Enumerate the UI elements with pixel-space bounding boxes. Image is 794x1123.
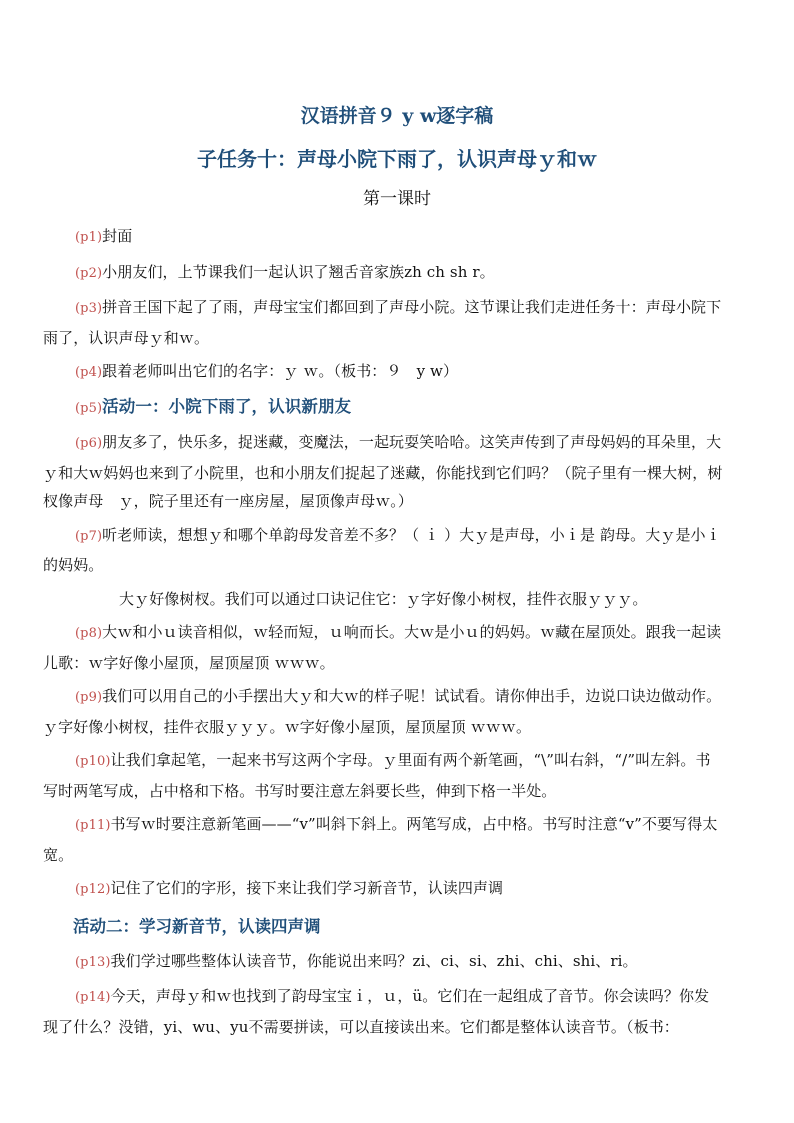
paragraph-p14 bbox=[43, 982, 723, 1041]
paragraph-text: 拼音王国下起了了雨，声母宝宝们都回到了声母小院。这节课让我们走进任务十：声母小院下雨了，认识声母ｙ和ｗ。 bbox=[43, 298, 722, 347]
page-tag: (p9) bbox=[75, 690, 103, 705]
document-body bbox=[43, 222, 723, 1046]
page-tag: (p5) bbox=[75, 400, 103, 416]
paragraph-p8 bbox=[43, 618, 723, 677]
document-subtitle: 子任务十：声母小院下雨了，认识声母ｙ和ｗ bbox=[197, 147, 597, 171]
page-tag: (p2) bbox=[75, 265, 103, 281]
paragraph-text: 听老师读，想想ｙ和哪个单韵母发音差不多？（ ｉ ）大ｙ是声母，小ｉ是 韵母。大ｙ是小ｉ的妈妈。 bbox=[43, 525, 721, 574]
page-tag: (p3) bbox=[75, 301, 103, 316]
paragraph-p11 bbox=[43, 810, 723, 869]
paragraph-p12 bbox=[43, 874, 723, 905]
section-heading-2: 活动二：学习新音节，认读四声调 bbox=[73, 916, 321, 936]
paragraph-text: 记住了它们的字形，接下来让我们学习新音节，认读四声调 bbox=[110, 879, 504, 897]
page-tag: (p10) bbox=[75, 754, 111, 769]
paragraph-text: 小朋友们，上节课我们一起认识了翘舌音家族zh ch sh r。 bbox=[102, 262, 495, 281]
lesson-label: 第一课时 bbox=[363, 189, 431, 209]
paragraph-text: 我们学过哪些整体认读音节，你能说出来吗？zi、ci、si、zhi、chi、shi、ri。 bbox=[110, 951, 638, 970]
paragraph-p7 bbox=[43, 521, 723, 580]
paragraph-p3 bbox=[43, 293, 723, 352]
paragraph-p4 bbox=[43, 357, 723, 388]
paragraph-text: 朋友多了，快乐多，捉迷藏，变魔法，一起玩耍笑哈哈。这笑声传到了声母妈妈的耳朵里，大ｙ和大ｗ妈妈也来到了小院里，也和小朋友们捉起了迷藏，你能找到它们吗？（院子里有一棵大树，树杈像声母 ｙ，院子里还有一座房屋，屋顶像声母ｗ。） bbox=[43, 433, 723, 510]
activity-heading: 活动一：小院下雨了，认识新朋友 bbox=[102, 396, 352, 416]
paragraph-p10 bbox=[43, 746, 723, 805]
paragraph-text: 让我们拿起笔，一起来书写这两个字母。ｙ里面有两个新笔画，“\”叫右斜，“/”叫左斜。书写时两笔写成，占中格和下格。书写时要注意左斜要长些，伸到下格一半处。 bbox=[43, 751, 711, 800]
page-tag: (p12) bbox=[75, 882, 111, 897]
paragraph-text: 今天，声母ｙ和ｗ也找到了韵母宝宝ｉ，ｕ，ü。它们在一起组成了音节。你会读吗？你发现了什么？没错，yi、wu、yu不需要拼读，可以直接读出来。它们都是整体认读音节。（板书： bbox=[43, 987, 710, 1036]
paragraph-p9 bbox=[43, 682, 723, 741]
paragraph-p7-cont bbox=[43, 585, 723, 614]
paragraph-text: 大ｗ和小ｕ读音相似，ｗ轻而短，ｕ响而长。大ｗ是小ｕ的妈妈。ｗ藏在屋顶处。跟我一起读儿歌：ｗ字好像小屋顶，屋顶屋顶 ｗｗｗ。 bbox=[43, 623, 722, 672]
paragraph-p2 bbox=[43, 258, 723, 289]
page-tag: (p1) bbox=[75, 230, 103, 245]
page-tag: (p7) bbox=[75, 528, 103, 544]
page-tag: (p14) bbox=[75, 990, 111, 1005]
page-tag: (p8) bbox=[75, 626, 103, 641]
document-title: 汉语拼音９ y w逐字稿 bbox=[300, 105, 494, 127]
paragraph-text: 大ｙ好像树杈。我们可以通过口诀记住它：ｙ字好像小树杈，挂件衣服ｙｙｙ。 bbox=[119, 589, 648, 608]
paragraph-p13 bbox=[43, 947, 723, 978]
paragraph-text: 书写ｗ时要注意新笔画——“v”叫斜下斜上。两笔写成，占中格。书写时注意“v”不要写得太宽。 bbox=[43, 815, 718, 864]
paragraph-p6 bbox=[43, 428, 723, 516]
paragraph-text: 我们可以用自己的小手摆出大ｙ和大ｗ的样子呢！试试看。请你伸出手，边说口诀边做动作。ｙ字好像小树杈，挂件衣服ｙｙｙ。ｗ字好像小屋顶，屋顶屋顶 ｗｗｗ。 bbox=[43, 687, 722, 736]
page-tag: (p13) bbox=[75, 954, 111, 970]
page-tag: (p11) bbox=[75, 818, 111, 833]
section-heading-1 bbox=[43, 393, 723, 424]
page-tag: (p6) bbox=[75, 436, 103, 451]
paragraph-p1 bbox=[43, 222, 723, 253]
paragraph-text: 跟着老师叫出它们的名字：ｙ ｗ。（板书：９ y w） bbox=[102, 362, 459, 380]
paragraph-text: 封面 bbox=[102, 227, 133, 245]
page-tag: (p4) bbox=[75, 365, 103, 380]
